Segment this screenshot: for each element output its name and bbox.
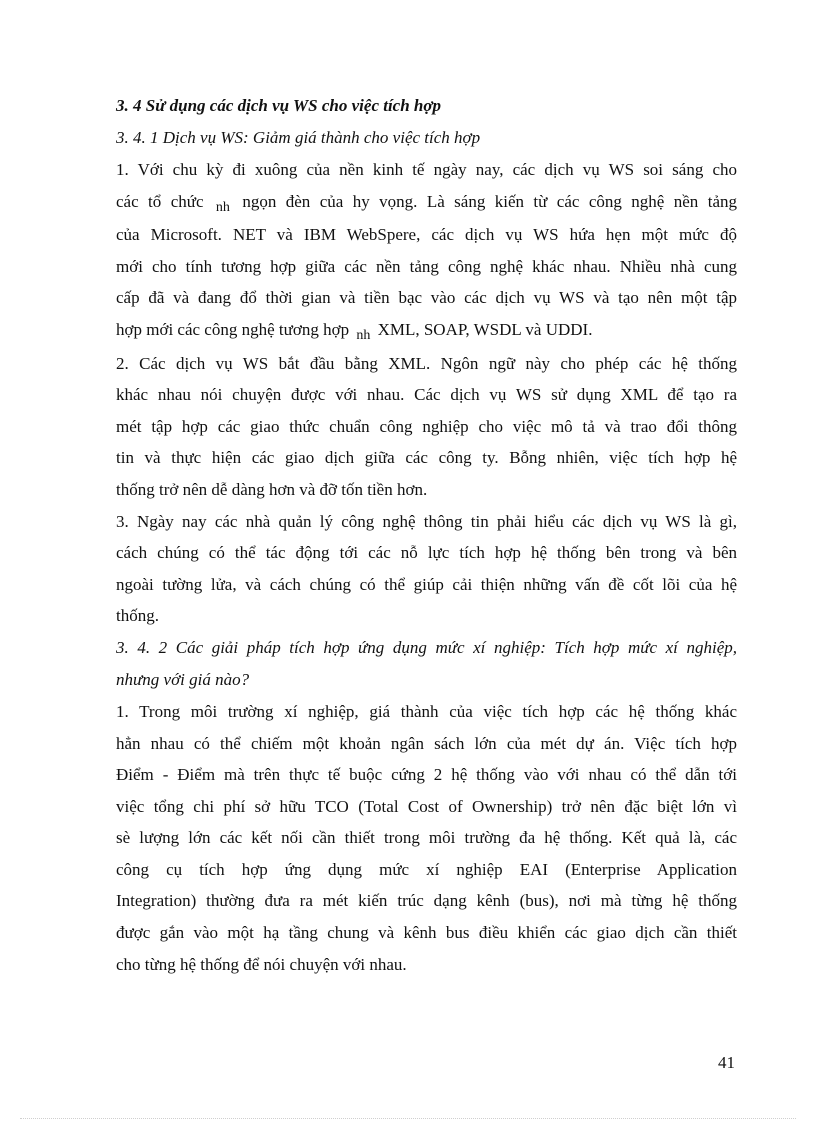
text-line: cấp đã và đang đổ thời gian và tiền bạc vào các dịch vụ WS và tạo nên một tập bbox=[116, 288, 737, 308]
page-number: 41 bbox=[718, 1053, 735, 1072]
text-line: việc tổng chi phí sở hữu TCO (Total Cost of Ownership) trở nên đặc biệt lớn vì bbox=[116, 796, 737, 816]
stray-mark: nh bbox=[356, 327, 371, 343]
text-line bbox=[116, 186, 737, 220]
text-line: Điểm - Điểm mà trên thực tế buộc cứng 2 hệ thống vào với nhau có thể dẫn tới bbox=[116, 765, 737, 785]
text-line: cách chúng có thể tác động tới các nỗ lực tích hợp hệ thống bên trong và bên bbox=[116, 543, 737, 563]
text-line: ngoài tường lửa, và cách chúng có thể giúp cải thiện những vấn đề cốt lõi của hệ bbox=[116, 574, 737, 594]
subsection-heading-1: 3. 4. 1 Dịch vụ WS: Giảm giá thành cho việc tích hợp bbox=[116, 128, 481, 147]
text-line: thống. bbox=[116, 606, 159, 626]
paragraph-2 bbox=[116, 348, 737, 506]
heading-line: nhưng với giá nào? bbox=[116, 669, 250, 689]
heading-line: 3. 4. 2 Các giải pháp tích hợp ứng dụng mức xí nghiệp: Tích hợp mức xí nghiệp, bbox=[116, 637, 737, 657]
text-fragment: hợp mới các công nghệ tương hợp bbox=[116, 319, 350, 339]
text-line: của Microsoft. NET và IBM WebSpere, các dịch vụ WS hứa hẹn một mức độ bbox=[116, 225, 737, 245]
text-fragment: XML, SOAP, WSDL và UDDI. bbox=[377, 319, 593, 339]
text-line: Integration) thường đưa ra mét kiến trúc dạng kênh (bus), nơi mà từng hệ thống bbox=[116, 891, 737, 911]
paragraph-4 bbox=[116, 696, 737, 980]
text-line: được gắn vào một hạ tầng chung và kênh bus điều khiển các giao dịch cần thiết bbox=[116, 923, 737, 943]
text-line: 1. Trong môi trường xí nghiệp, giá thành của việc tích hợp các hệ thống khác bbox=[116, 701, 737, 721]
text-line: mét tập hợp các giao thức chuẩn công nghiệp cho việc mô tả và trao đổi thông bbox=[116, 416, 737, 436]
text-line: công cụ tích hợp ứng dụng mức xí nghiệp EAI (Enterprise Application bbox=[116, 859, 737, 879]
text-fragment: các tổ chức bbox=[116, 191, 204, 211]
text-line: 3. Ngày nay các nhà quản lý công nghệ thông tin phải hiểu các dịch vụ WS là gì, bbox=[116, 511, 737, 531]
text-line: sè lượng lớn các kết nối cần thiết trong môi trường đa hệ thống. Kết quả là, các bbox=[116, 828, 737, 848]
text-line: mới cho tính tương hợp giữa các nền tảng công nghệ khác nhau. Nhiều nhà cung bbox=[116, 256, 737, 276]
text-line: tin và thực hiện các giao dịch giữa các công ty. Bỗng nhiên, việc tích hợp hệ bbox=[116, 448, 737, 468]
text-line: hẳn nhau có thể chiếm một khoản ngân sách lớn của mét dự án. Việc tích hợp bbox=[116, 733, 737, 753]
page-bottom-rule bbox=[20, 1118, 796, 1119]
paragraph-1 bbox=[116, 154, 737, 348]
text-line: khác nhau nói chuyện được với nhau. Các dịch vụ WS sử dụng XML để tạo ra bbox=[116, 385, 737, 405]
section-heading: 3. 4 Sử dụng các dịch vụ WS cho việc tích hợp bbox=[116, 96, 442, 115]
text-line: thống trở nên dễ dàng hơn và đỡ tốn tiền hơn. bbox=[116, 479, 428, 499]
paragraph-3 bbox=[116, 506, 737, 632]
text-line: cho từng hệ thống để nói chuyện với nhau. bbox=[116, 954, 407, 974]
text-line bbox=[116, 314, 737, 348]
subsection-heading-2 bbox=[116, 632, 737, 696]
stray-mark: nh bbox=[215, 199, 230, 215]
text-line: 2. Các dịch vụ WS bắt đầu bằng XML. Ngôn ngữ này cho phép các hệ thống bbox=[116, 353, 737, 373]
text-line: 1. Với chu kỳ đi xuông của nền kinh tế ngày nay, các dịch vụ WS soi sáng cho bbox=[116, 160, 737, 179]
page-content bbox=[116, 90, 737, 980]
text-fragment: ngọn đèn của hy vọng. Là sáng kiến từ các công nghệ nền tảng bbox=[242, 191, 737, 211]
